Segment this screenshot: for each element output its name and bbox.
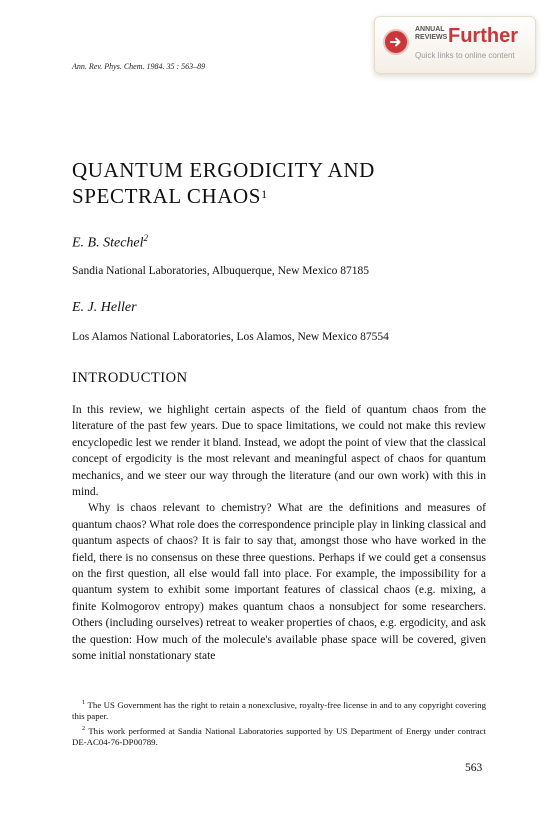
author-1-footnote-mark[interactable]: 2 xyxy=(143,233,149,243)
footnotes xyxy=(72,697,486,749)
page-number: 563 xyxy=(465,762,483,774)
footnote-2-text: This work performed at Sandia National Laboratories supported by US Department of Energy under contract DE-AC04-76-DP00789. xyxy=(72,725,486,748)
paragraph-1: In this review, we highlight certain aspects of the field of quantum chaos from the literature of the past few years. Due to space limitations, we could not make this review encyclopedic lest we render it bland. Instead, we adopt the point of view that the classical concept of ergodicity is the most relevant and meaningful aspect of chaos for quantum mechanics, and we steer our way through the literature (and our own work) with this in mind. xyxy=(72,404,486,499)
author-1-affiliation: Sandia National Laboratories, Albuquerque, New Mexico 87185 xyxy=(72,265,370,277)
badge-subtitle: Quick links to online content xyxy=(415,51,515,60)
journal-reference: Ann. Rev. Phys. Chem. 1984. 35 : 563–89 xyxy=(72,62,206,71)
further-badge[interactable] xyxy=(374,16,536,74)
footnote-1-mark: 1 xyxy=(82,699,86,706)
badge-brand: Further xyxy=(448,25,518,47)
author-2 xyxy=(72,300,137,316)
badge-line2: REVIEWS xyxy=(415,34,448,41)
author-1-name: E. B. Stechel xyxy=(72,235,144,251)
author-1 xyxy=(72,233,148,252)
body-text xyxy=(72,402,486,665)
footnote-1-text: The US Government has the right to retain a nonexclusive, royalty-free license in and to any copyright covering this paper. xyxy=(72,699,486,722)
author-2-name: E. J. Heller xyxy=(72,300,137,315)
title-footnote-mark[interactable]: 1 xyxy=(261,187,268,201)
badge-line1: ANNUAL xyxy=(415,26,445,33)
badge-annual-reviews xyxy=(415,26,448,42)
footnote-2 xyxy=(72,723,486,749)
footnote-2-mark: 2 xyxy=(82,724,86,732)
paragraph-2: Why is chaos relevant to chemistry? What are the definitions and measures of quantum chaos? What role does the correspondence principle play in linking classical and quantum aspects of chaos? It is fair to say that, amongst those who have worked in the field, there is no consensus on these three questions. Perhaps if we could get a consensus on the first question, all else would fall into place. For example, the impossibility for a quantum system to exhibit some important features of classical chaos (e.g. mixing, a finite Kolmogorov entropy) makes quantum chaos a nonsubject for some researchers. Others (including ourselves) retreat to weaker properties of chaos, e.g. ergodicity, and ask the question: How much of the molecule's available phase space will be covered, given some initial nonstationary state xyxy=(72,502,486,663)
author-2-affiliation: Los Alamos National Laboratories, Los Alamos, New Mexico 87554 xyxy=(72,331,389,343)
title-line-1: QUANTUM ERGODICITY AND xyxy=(72,158,375,182)
section-heading: INTRODUCTION xyxy=(72,370,188,386)
further-arrow-icon xyxy=(383,29,409,55)
title-line-2: SPECTRAL CHAOS xyxy=(72,184,262,208)
paper-title xyxy=(72,157,375,209)
footnote-1 xyxy=(72,697,486,723)
